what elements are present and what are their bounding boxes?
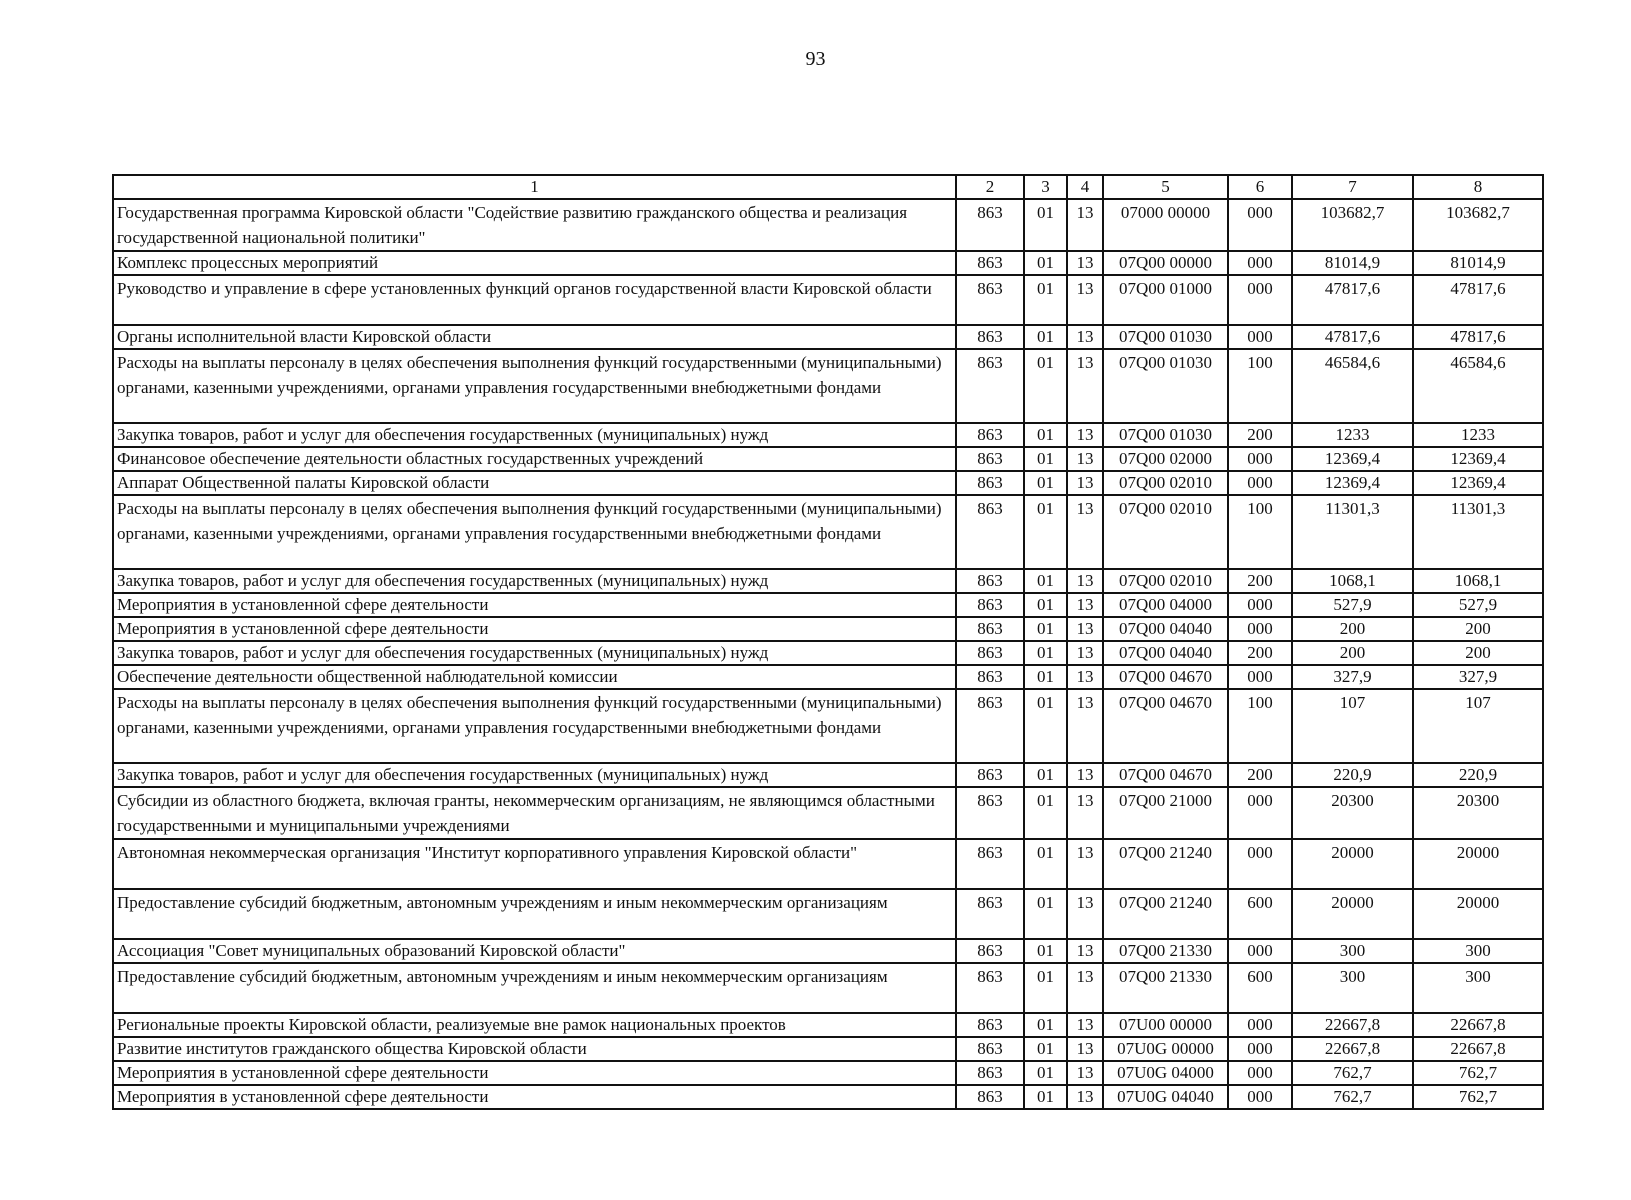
cell-code-4: 13 xyxy=(1067,471,1103,495)
row-name-cell: Региональные проекты Кировской области, реализуемые вне рамок национальных проектов xyxy=(113,1013,956,1037)
cell-amount-8: 47817,6 xyxy=(1413,325,1543,349)
cell-amount-7: 220,9 xyxy=(1292,763,1413,787)
cell-code-6: 100 xyxy=(1228,349,1292,423)
cell-code-4: 13 xyxy=(1067,617,1103,641)
cell-amount-8: 22667,8 xyxy=(1413,1013,1543,1037)
cell-code-2: 863 xyxy=(956,251,1024,275)
table-row xyxy=(113,889,1543,939)
row-name-cell: Мероприятия в установленной сфере деятельности xyxy=(113,1061,956,1085)
cell-amount-7: 47817,6 xyxy=(1292,275,1413,325)
cell-code-5: 07Q00 21000 xyxy=(1103,787,1228,839)
cell-code-5: 07U00 00000 xyxy=(1103,1013,1228,1037)
table-row xyxy=(113,1085,1543,1109)
cell-code-4: 13 xyxy=(1067,839,1103,889)
cell-amount-7: 762,7 xyxy=(1292,1061,1413,1085)
cell-code-5: 07U0G 00000 xyxy=(1103,1037,1228,1061)
cell-code-6: 200 xyxy=(1228,763,1292,787)
table-row xyxy=(113,569,1543,593)
cell-code-3: 01 xyxy=(1024,495,1067,569)
cell-amount-8: 300 xyxy=(1413,963,1543,1013)
cell-code-6: 100 xyxy=(1228,689,1292,763)
cell-code-5: 07Q00 21240 xyxy=(1103,839,1228,889)
cell-code-5: 07Q00 02010 xyxy=(1103,471,1228,495)
cell-code-5: 07Q00 01030 xyxy=(1103,325,1228,349)
cell-code-4: 13 xyxy=(1067,325,1103,349)
table-row xyxy=(113,349,1543,423)
row-name-cell: Финансовое обеспечение деятельности областных государственных учреждений xyxy=(113,447,956,471)
cell-code-4: 13 xyxy=(1067,889,1103,939)
table-row xyxy=(113,471,1543,495)
cell-amount-8: 762,7 xyxy=(1413,1085,1543,1109)
cell-code-4: 13 xyxy=(1067,199,1103,251)
cell-amount-7: 11301,3 xyxy=(1292,495,1413,569)
cell-code-3: 01 xyxy=(1024,963,1067,1013)
cell-code-6: 000 xyxy=(1228,1037,1292,1061)
cell-amount-8: 1233 xyxy=(1413,423,1543,447)
cell-code-6: 000 xyxy=(1228,471,1292,495)
cell-code-4: 13 xyxy=(1067,423,1103,447)
cell-code-5: 07U0G 04000 xyxy=(1103,1061,1228,1085)
cell-amount-8: 327,9 xyxy=(1413,665,1543,689)
cell-code-6: 000 xyxy=(1228,839,1292,889)
row-name-cell: Развитие институтов гражданского общества Кировской области xyxy=(113,1037,956,1061)
cell-code-3: 01 xyxy=(1024,275,1067,325)
cell-code-4: 13 xyxy=(1067,641,1103,665)
budget-table xyxy=(112,174,1544,1110)
cell-code-6: 200 xyxy=(1228,423,1292,447)
cell-code-2: 863 xyxy=(956,689,1024,763)
cell-amount-7: 300 xyxy=(1292,939,1413,963)
cell-code-2: 863 xyxy=(956,349,1024,423)
cell-code-5: 07Q00 21330 xyxy=(1103,939,1228,963)
cell-code-2: 863 xyxy=(956,839,1024,889)
cell-code-4: 13 xyxy=(1067,495,1103,569)
column-header: 1 xyxy=(113,175,956,199)
column-header: 6 xyxy=(1228,175,1292,199)
cell-amount-8: 107 xyxy=(1413,689,1543,763)
cell-code-3: 01 xyxy=(1024,1013,1067,1037)
cell-code-6: 000 xyxy=(1228,1013,1292,1037)
cell-amount-8: 20000 xyxy=(1413,889,1543,939)
cell-amount-7: 527,9 xyxy=(1292,593,1413,617)
cell-code-6: 000 xyxy=(1228,199,1292,251)
cell-amount-8: 762,7 xyxy=(1413,1061,1543,1085)
cell-amount-7: 103682,7 xyxy=(1292,199,1413,251)
cell-amount-8: 46584,6 xyxy=(1413,349,1543,423)
cell-code-3: 01 xyxy=(1024,199,1067,251)
cell-amount-7: 107 xyxy=(1292,689,1413,763)
cell-code-2: 863 xyxy=(956,1061,1024,1085)
cell-code-2: 863 xyxy=(956,617,1024,641)
cell-code-5: 07Q00 04670 xyxy=(1103,689,1228,763)
cell-amount-8: 81014,9 xyxy=(1413,251,1543,275)
cell-amount-7: 22667,8 xyxy=(1292,1037,1413,1061)
cell-code-3: 01 xyxy=(1024,569,1067,593)
cell-amount-7: 47817,6 xyxy=(1292,325,1413,349)
cell-code-6: 600 xyxy=(1228,889,1292,939)
table-row xyxy=(113,199,1543,251)
cell-code-5: 07Q00 01030 xyxy=(1103,349,1228,423)
row-name-cell: Предоставление субсидий бюджетным, автономным учреждениям и иным некоммерческим организациям xyxy=(113,963,956,1013)
row-name-cell: Автономная некоммерческая организация "Институт корпоративного управления Кировской области" xyxy=(113,839,956,889)
cell-code-6: 000 xyxy=(1228,447,1292,471)
cell-code-4: 13 xyxy=(1067,1085,1103,1109)
cell-amount-7: 20000 xyxy=(1292,889,1413,939)
cell-code-3: 01 xyxy=(1024,1061,1067,1085)
cell-code-3: 01 xyxy=(1024,689,1067,763)
cell-code-5: 07Q00 21240 xyxy=(1103,889,1228,939)
row-name-cell: Расходы на выплаты персоналу в целях обеспечения выполнения функций государственными (муниципальными) органами, казенными учреждениями, органами управления государственными внебюджетными фондами xyxy=(113,689,956,763)
cell-code-6: 000 xyxy=(1228,593,1292,617)
cell-code-3: 01 xyxy=(1024,1037,1067,1061)
cell-code-3: 01 xyxy=(1024,423,1067,447)
page-number: 93 xyxy=(805,48,826,70)
cell-code-5: 07Q00 04000 xyxy=(1103,593,1228,617)
cell-code-6: 000 xyxy=(1228,787,1292,839)
cell-code-5: 07Q00 00000 xyxy=(1103,251,1228,275)
cell-code-2: 863 xyxy=(956,569,1024,593)
row-name-cell: Мероприятия в установленной сфере деятельности xyxy=(113,617,956,641)
cell-code-5: 07Q00 04040 xyxy=(1103,641,1228,665)
row-name-cell: Государственная программа Кировской области "Содействие развитию гражданского общества и реализация государственной национальной политики" xyxy=(113,199,956,251)
cell-code-5: 07Q00 01030 xyxy=(1103,423,1228,447)
row-name-cell: Аппарат Общественной палаты Кировской области xyxy=(113,471,956,495)
cell-amount-7: 1068,1 xyxy=(1292,569,1413,593)
column-header: 5 xyxy=(1103,175,1228,199)
cell-amount-7: 20300 xyxy=(1292,787,1413,839)
cell-code-2: 863 xyxy=(956,1013,1024,1037)
row-name-cell: Расходы на выплаты персоналу в целях обеспечения выполнения функций государственными (муниципальными) органами, казенными учреждениями, органами управления государственными внебюджетными фондами xyxy=(113,495,956,569)
cell-code-5: 07Q00 21330 xyxy=(1103,963,1228,1013)
cell-code-4: 13 xyxy=(1067,665,1103,689)
cell-code-3: 01 xyxy=(1024,593,1067,617)
cell-code-2: 863 xyxy=(956,423,1024,447)
cell-code-3: 01 xyxy=(1024,471,1067,495)
cell-code-6: 200 xyxy=(1228,569,1292,593)
cell-code-2: 863 xyxy=(956,665,1024,689)
cell-amount-7: 200 xyxy=(1292,617,1413,641)
cell-amount-8: 200 xyxy=(1413,641,1543,665)
cell-amount-8: 220,9 xyxy=(1413,763,1543,787)
cell-code-6: 000 xyxy=(1228,325,1292,349)
row-name-cell: Закупка товаров, работ и услуг для обеспечения государственных (муниципальных) нужд xyxy=(113,569,956,593)
cell-code-4: 13 xyxy=(1067,939,1103,963)
cell-code-2: 863 xyxy=(956,1037,1024,1061)
table-header-row xyxy=(113,175,1543,199)
table-row xyxy=(113,1037,1543,1061)
row-name-cell: Мероприятия в установленной сфере деятельности xyxy=(113,1085,956,1109)
cell-code-4: 13 xyxy=(1067,963,1103,1013)
row-name-cell: Закупка товаров, работ и услуг для обеспечения государственных (муниципальных) нужд xyxy=(113,423,956,447)
cell-code-4: 13 xyxy=(1067,275,1103,325)
cell-code-6: 000 xyxy=(1228,251,1292,275)
table-body xyxy=(113,199,1543,1109)
cell-code-3: 01 xyxy=(1024,447,1067,471)
cell-code-2: 863 xyxy=(956,593,1024,617)
column-header: 7 xyxy=(1292,175,1413,199)
cell-amount-8: 1068,1 xyxy=(1413,569,1543,593)
table-row xyxy=(113,325,1543,349)
cell-code-2: 863 xyxy=(956,199,1024,251)
cell-amount-8: 47817,6 xyxy=(1413,275,1543,325)
cell-amount-7: 1233 xyxy=(1292,423,1413,447)
cell-code-3: 01 xyxy=(1024,617,1067,641)
cell-code-6: 000 xyxy=(1228,617,1292,641)
cell-amount-8: 12369,4 xyxy=(1413,447,1543,471)
row-name-cell: Руководство и управление в сфере установленных функций органов государственной власти Кировской области xyxy=(113,275,956,325)
cell-code-6: 600 xyxy=(1228,963,1292,1013)
table-row xyxy=(113,617,1543,641)
cell-code-4: 13 xyxy=(1067,349,1103,423)
table-row xyxy=(113,787,1543,839)
table-row xyxy=(113,447,1543,471)
cell-code-5: 07Q00 02000 xyxy=(1103,447,1228,471)
cell-amount-8: 20300 xyxy=(1413,787,1543,839)
cell-code-2: 863 xyxy=(956,939,1024,963)
cell-code-4: 13 xyxy=(1067,447,1103,471)
table-row xyxy=(113,763,1543,787)
cell-code-2: 863 xyxy=(956,641,1024,665)
cell-amount-7: 46584,6 xyxy=(1292,349,1413,423)
cell-code-5: 07U0G 04040 xyxy=(1103,1085,1228,1109)
column-header: 8 xyxy=(1413,175,1543,199)
table-row xyxy=(113,839,1543,889)
table-row xyxy=(113,939,1543,963)
cell-code-5: 07000 00000 xyxy=(1103,199,1228,251)
row-name-cell: Ассоциация "Совет муниципальных образований Кировской области" xyxy=(113,939,956,963)
cell-code-4: 13 xyxy=(1067,787,1103,839)
cell-code-4: 13 xyxy=(1067,1037,1103,1061)
cell-code-3: 01 xyxy=(1024,665,1067,689)
row-name-cell: Закупка товаров, работ и услуг для обеспечения государственных (муниципальных) нужд xyxy=(113,763,956,787)
table-row xyxy=(113,1061,1543,1085)
cell-code-6: 100 xyxy=(1228,495,1292,569)
cell-amount-8: 11301,3 xyxy=(1413,495,1543,569)
cell-code-2: 863 xyxy=(956,963,1024,1013)
cell-amount-8: 103682,7 xyxy=(1413,199,1543,251)
cell-code-3: 01 xyxy=(1024,349,1067,423)
row-name-cell: Мероприятия в установленной сфере деятельности xyxy=(113,593,956,617)
cell-code-2: 863 xyxy=(956,471,1024,495)
cell-code-5: 07Q00 04670 xyxy=(1103,763,1228,787)
cell-code-3: 01 xyxy=(1024,251,1067,275)
cell-code-4: 13 xyxy=(1067,689,1103,763)
cell-code-6: 000 xyxy=(1228,939,1292,963)
table-row xyxy=(113,593,1543,617)
cell-amount-8: 20000 xyxy=(1413,839,1543,889)
cell-code-2: 863 xyxy=(956,495,1024,569)
cell-code-4: 13 xyxy=(1067,251,1103,275)
table-row xyxy=(113,665,1543,689)
table-row xyxy=(113,1013,1543,1037)
cell-amount-8: 527,9 xyxy=(1413,593,1543,617)
cell-code-4: 13 xyxy=(1067,1061,1103,1085)
cell-amount-8: 200 xyxy=(1413,617,1543,641)
cell-code-4: 13 xyxy=(1067,763,1103,787)
table-row xyxy=(113,423,1543,447)
table-row xyxy=(113,275,1543,325)
row-name-cell: Комплекс процессных мероприятий xyxy=(113,251,956,275)
row-name-cell: Органы исполнительной власти Кировской области xyxy=(113,325,956,349)
column-header: 4 xyxy=(1067,175,1103,199)
cell-amount-7: 762,7 xyxy=(1292,1085,1413,1109)
cell-code-5: 07Q00 02010 xyxy=(1103,569,1228,593)
cell-amount-7: 20000 xyxy=(1292,839,1413,889)
cell-amount-8: 300 xyxy=(1413,939,1543,963)
cell-code-5: 07Q00 02010 xyxy=(1103,495,1228,569)
cell-code-6: 200 xyxy=(1228,641,1292,665)
cell-code-6: 000 xyxy=(1228,1085,1292,1109)
cell-amount-8: 22667,8 xyxy=(1413,1037,1543,1061)
cell-amount-7: 81014,9 xyxy=(1292,251,1413,275)
cell-amount-7: 300 xyxy=(1292,963,1413,1013)
table-row xyxy=(113,963,1543,1013)
cell-code-2: 863 xyxy=(956,447,1024,471)
cell-code-4: 13 xyxy=(1067,1013,1103,1037)
cell-code-4: 13 xyxy=(1067,593,1103,617)
cell-amount-7: 200 xyxy=(1292,641,1413,665)
row-name-cell: Закупка товаров, работ и услуг для обеспечения государственных (муниципальных) нужд xyxy=(113,641,956,665)
cell-code-5: 07Q00 01000 xyxy=(1103,275,1228,325)
cell-code-3: 01 xyxy=(1024,641,1067,665)
cell-code-3: 01 xyxy=(1024,939,1067,963)
table-row xyxy=(113,495,1543,569)
cell-code-6: 000 xyxy=(1228,275,1292,325)
cell-code-2: 863 xyxy=(956,787,1024,839)
table-row xyxy=(113,689,1543,763)
cell-code-3: 01 xyxy=(1024,1085,1067,1109)
cell-code-2: 863 xyxy=(956,889,1024,939)
cell-code-4: 13 xyxy=(1067,569,1103,593)
cell-code-2: 863 xyxy=(956,325,1024,349)
cell-amount-8: 12369,4 xyxy=(1413,471,1543,495)
cell-amount-7: 12369,4 xyxy=(1292,447,1413,471)
cell-code-3: 01 xyxy=(1024,839,1067,889)
cell-code-3: 01 xyxy=(1024,787,1067,839)
table-row xyxy=(113,251,1543,275)
cell-code-5: 07Q00 04670 xyxy=(1103,665,1228,689)
cell-code-2: 863 xyxy=(956,763,1024,787)
cell-amount-7: 22667,8 xyxy=(1292,1013,1413,1037)
row-name-cell: Предоставление субсидий бюджетным, автономным учреждениям и иным некоммерческим организациям xyxy=(113,889,956,939)
cell-code-6: 000 xyxy=(1228,1061,1292,1085)
cell-code-3: 01 xyxy=(1024,763,1067,787)
cell-code-2: 863 xyxy=(956,1085,1024,1109)
cell-code-6: 000 xyxy=(1228,665,1292,689)
table-row xyxy=(113,641,1543,665)
cell-amount-7: 12369,4 xyxy=(1292,471,1413,495)
row-name-cell: Расходы на выплаты персоналу в целях обеспечения выполнения функций государственными (муниципальными) органами, казенными учреждениями, органами управления государственными внебюджетными фондами xyxy=(113,349,956,423)
row-name-cell: Субсидии из областного бюджета, включая гранты, некоммерческим организациям, не являющимся областными государственными и муниципальными учреждениями xyxy=(113,787,956,839)
cell-code-2: 863 xyxy=(956,275,1024,325)
column-header: 2 xyxy=(956,175,1024,199)
column-header: 3 xyxy=(1024,175,1067,199)
row-name-cell: Обеспечение деятельности общественной наблюдательной комиссии xyxy=(113,665,956,689)
cell-code-3: 01 xyxy=(1024,325,1067,349)
cell-code-3: 01 xyxy=(1024,889,1067,939)
cell-amount-7: 327,9 xyxy=(1292,665,1413,689)
cell-code-5: 07Q00 04040 xyxy=(1103,617,1228,641)
